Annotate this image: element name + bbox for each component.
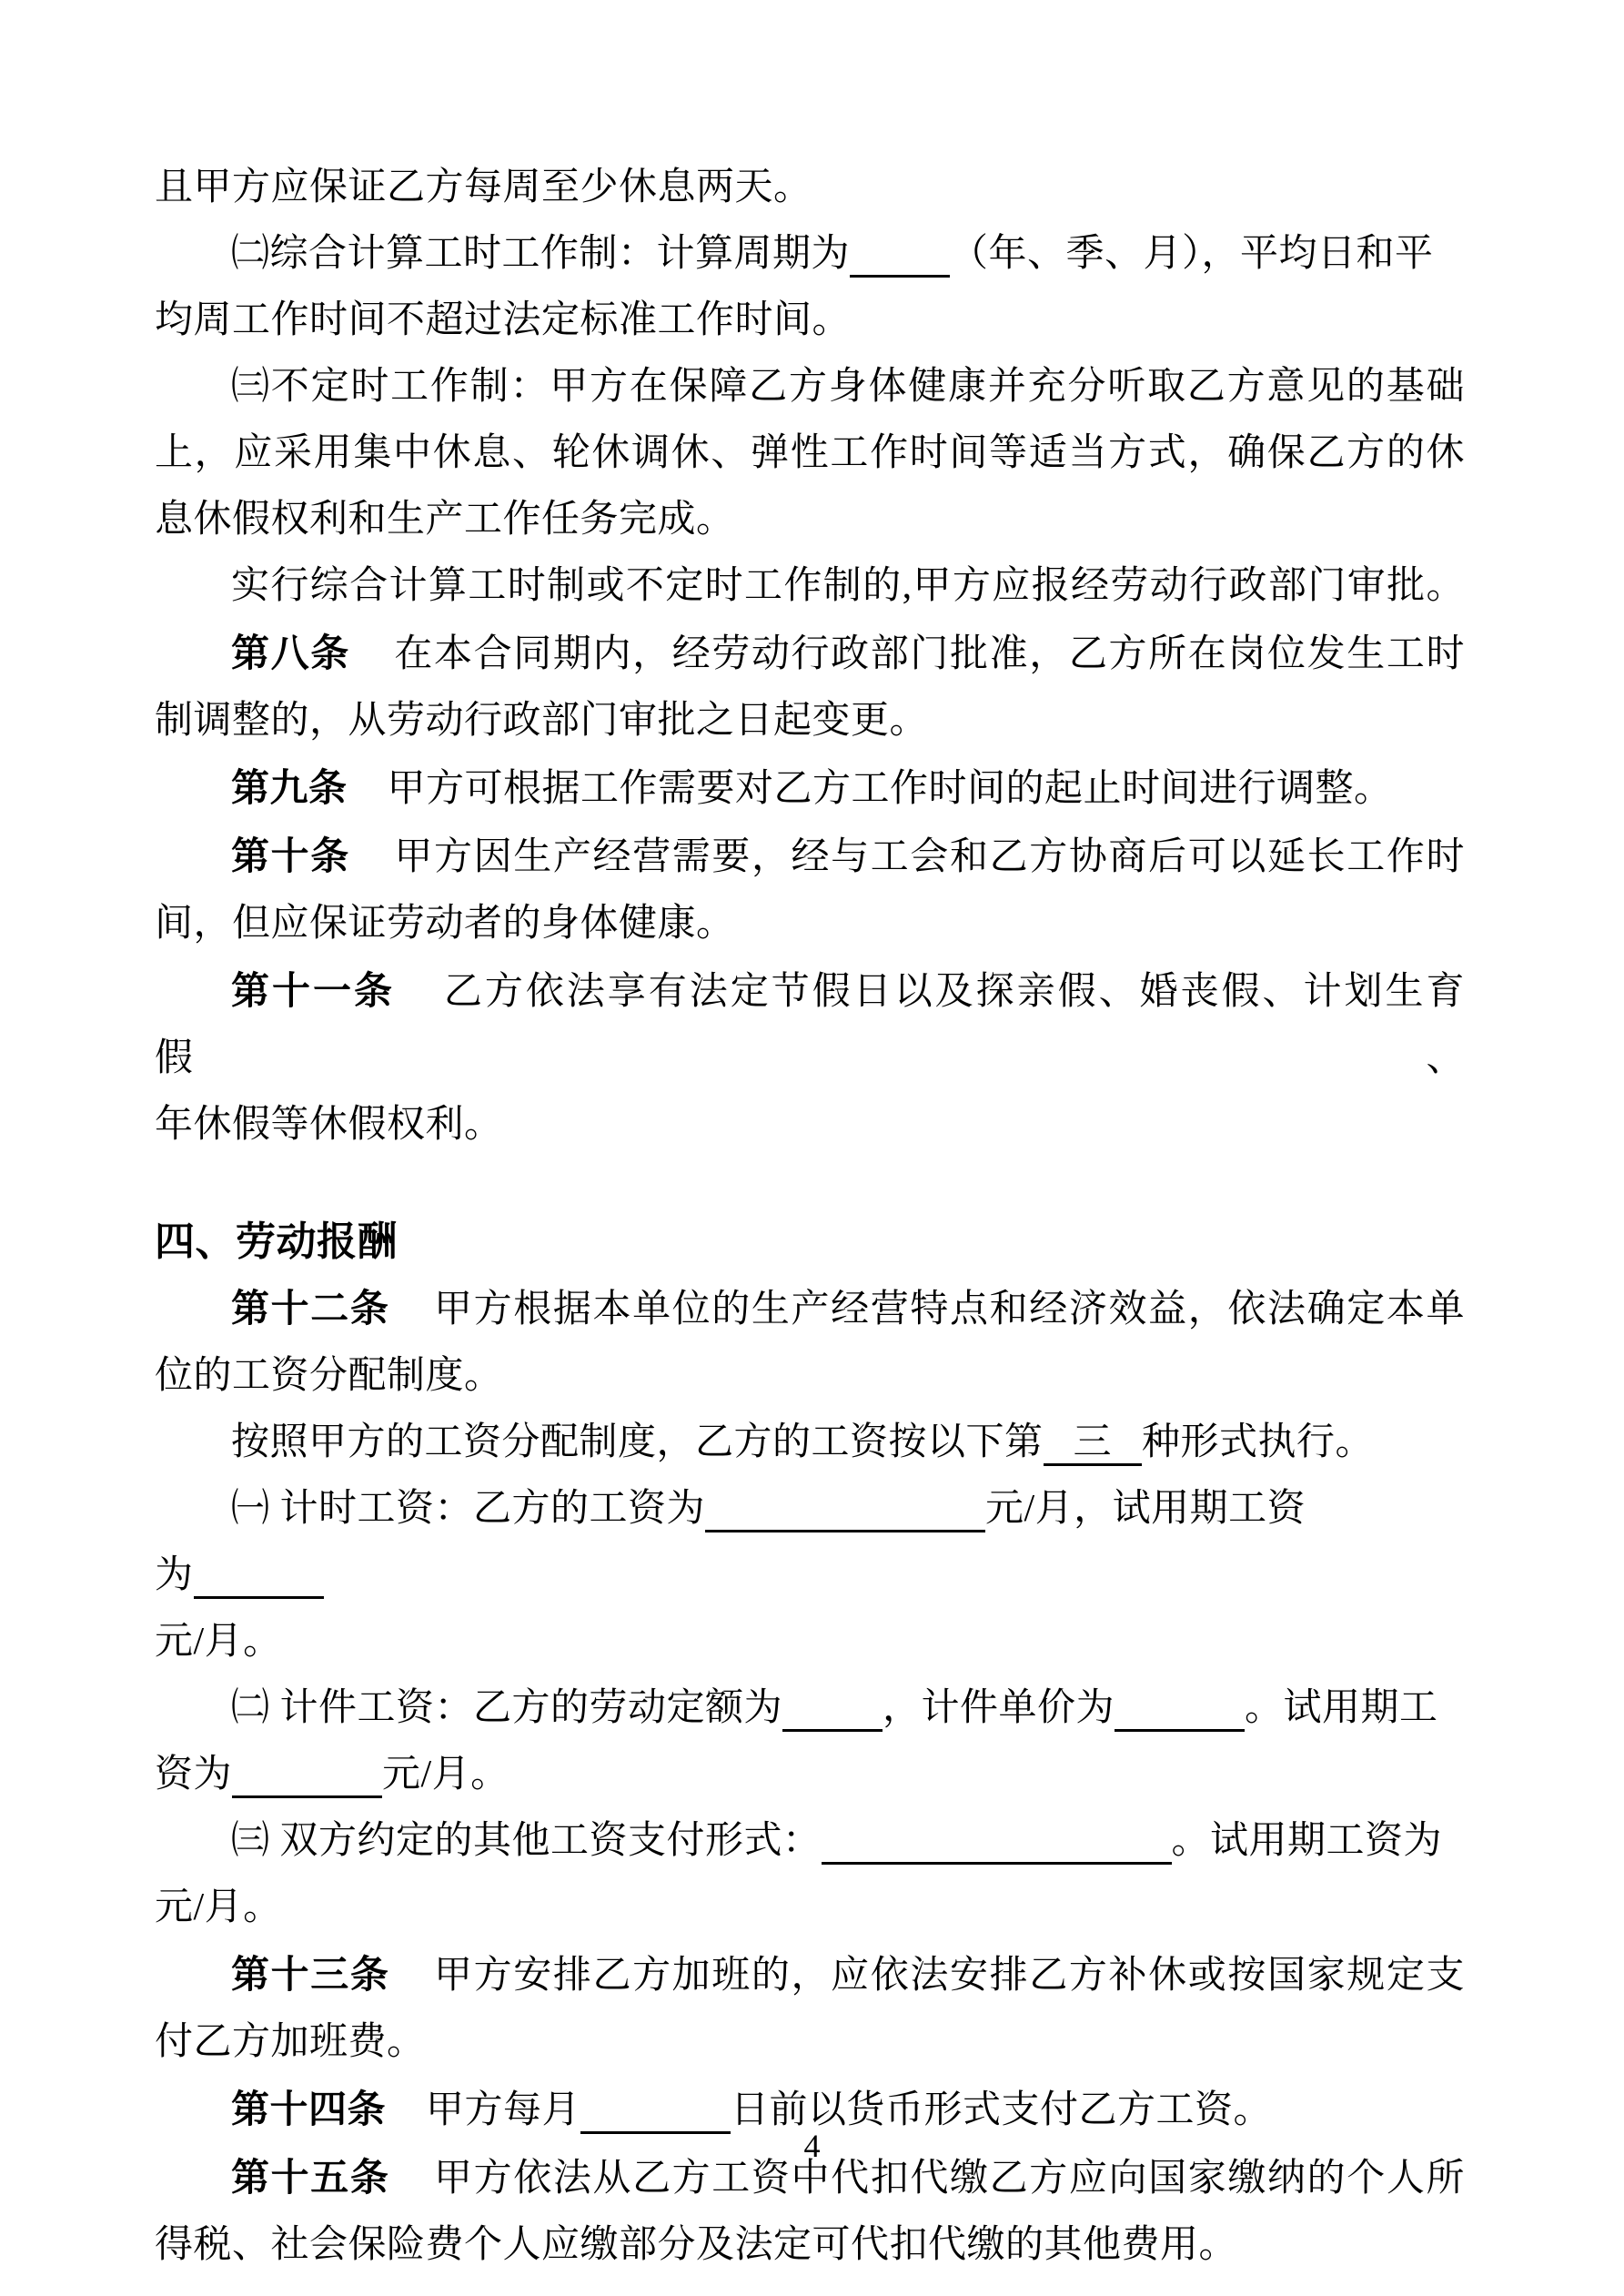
fill-in-blank <box>822 1820 1172 1865</box>
text-run: 日前以货币形式支付乙方工资。 <box>731 2089 1273 2131</box>
text-line <box>155 688 1465 754</box>
text-run: 付乙方加班费。 <box>155 2021 426 2063</box>
text-run: 元/月，试用期工资为 <box>155 1488 1306 1596</box>
text-run: 且甲方应保证乙方每周至少休息两天。 <box>155 167 812 208</box>
page-number: 4 <box>803 2128 821 2164</box>
text-line <box>155 288 1465 354</box>
text-line <box>155 1742 1465 1808</box>
text-line <box>155 1675 1465 1742</box>
fill-in-blank <box>232 1754 382 1798</box>
text-line <box>155 1410 1465 1476</box>
text-line <box>155 754 1465 823</box>
clause-label: 第九条 <box>231 766 348 809</box>
text-run: ㈡ 计件工资：乙方的劳动定额为 <box>231 1687 783 1729</box>
text-run: 实行综合计算工时制或不定时工作制的,甲方应报经劳动行政部门审批。 <box>231 565 1465 607</box>
text-run: ㈢不定时工作制：甲方在保障乙方身体健康并充分听取乙方意见的基础 <box>231 366 1465 408</box>
text-line <box>155 823 1465 891</box>
text-run: 元/月。 <box>155 1886 282 1928</box>
text-run: 得税、社会保险费个人应缴部分及法定可代扣代缴的其他费用。 <box>155 2224 1238 2266</box>
text-line <box>155 620 1465 688</box>
text-run: 在本合同期内，经劳动行政部门批准，乙方所在岗位发生工时 <box>349 633 1465 675</box>
fill-in-blank: 三 <box>1044 1421 1143 1466</box>
text-run: ㈢ 双方约定的其他工资支付形式： <box>231 1820 822 1862</box>
text-run: 上，应采用集中休息、轮休调休、弹性工作时间等适当方式，确保乙方的休 <box>155 432 1465 474</box>
text-line <box>155 2009 1465 2076</box>
fill-in-blank <box>194 1554 324 1599</box>
text-line <box>155 1275 1465 1343</box>
text-run: 甲方根据本单位的生产经营特点和经济效益，依法确定本单 <box>389 1289 1465 1330</box>
text-run: 。试用期工资为 <box>1171 1820 1443 1862</box>
section-heading <box>155 1209 1465 1275</box>
text-run: 年休假等休假权利。 <box>155 1104 503 1146</box>
text-run: 乙方依法享有法定节假日以及探亲假、婚丧假、计划生育假、 <box>155 971 1465 1079</box>
fill-in-blank <box>782 1687 883 1732</box>
text-run: 均周工作时间不超过法定标准工作时间。 <box>155 299 852 341</box>
text-line <box>155 2212 1465 2279</box>
text-line <box>155 553 1465 620</box>
clause-label: 第十四条 <box>231 2088 387 2130</box>
text-run: 。试用期工 <box>1245 1687 1438 1729</box>
text-line <box>155 420 1465 487</box>
clause-label: 第八条 <box>231 632 350 674</box>
text-line <box>155 1609 1465 1675</box>
text-run: 甲方安排乙方加班的，应依法安排乙方补休或按国家规定支 <box>389 1955 1465 1997</box>
text-block <box>155 155 1465 2279</box>
text-line <box>155 891 1465 957</box>
text-run: 资为 <box>155 1754 233 1795</box>
text-run: 种形式执行。 <box>1142 1421 1375 1463</box>
text-run: ㈠ 计时工资：乙方的工资为 <box>231 1488 706 1530</box>
text-line <box>155 487 1465 553</box>
clause-label: 第十五条 <box>231 2156 390 2199</box>
text-run: 制调整的，从劳动行政部门审批之日起变更。 <box>155 700 929 742</box>
text-run: 甲方依法从乙方工资中代扣代缴乙方应向国家缴纳的个人所 <box>389 2158 1465 2200</box>
text-line <box>155 1476 1465 1609</box>
text-line <box>155 1941 1465 2009</box>
text-line <box>155 1808 1465 1875</box>
blank-line <box>155 1158 1465 1209</box>
text-line <box>155 1875 1465 1941</box>
text-run: 甲方可根据工作需要对乙方工作时间的起止时间进行调整。 <box>347 768 1393 810</box>
fill-in-blank <box>705 1488 985 1532</box>
clause-label: 第十二条 <box>231 1287 390 1330</box>
clause-label: 第十三条 <box>231 1953 390 1996</box>
text-line <box>155 1092 1465 1158</box>
text-run: 甲方因生产经营需要，经与工会和乙方协商后可以延长工作时 <box>349 836 1465 878</box>
text-line <box>155 221 1465 288</box>
text-run: 位的工资分配制度。 <box>155 1355 503 1397</box>
text-run: 按照甲方的工资分配制度，乙方的工资按以下第 <box>231 1421 1044 1463</box>
text-run: ㈡综合计算工时工作制：计算周期为 <box>231 233 851 275</box>
text-run: 间，但应保证劳动者的身体健康。 <box>155 903 735 945</box>
clause-label: 第十条 <box>231 834 350 877</box>
text-run: ，计件单价为 <box>883 1687 1115 1729</box>
text-run: 元/月。 <box>382 1754 509 1795</box>
text-run: 甲方每月 <box>386 2089 581 2131</box>
clause-label: 第十一条 <box>231 969 395 1012</box>
text-line <box>155 1343 1465 1410</box>
text-run: 元/月。 <box>155 1621 282 1663</box>
fill-in-blank <box>850 233 950 278</box>
text-line <box>155 155 1465 221</box>
fill-in-blank <box>1115 1687 1245 1732</box>
text-run: （年、季、月），平均日和平 <box>950 233 1434 275</box>
text-line <box>155 354 1465 420</box>
text-run: 息休假权利和生产工作任务完成。 <box>155 499 735 541</box>
text-line <box>155 957 1465 1092</box>
clause-label: 四、劳动报酬 <box>155 1219 398 1264</box>
